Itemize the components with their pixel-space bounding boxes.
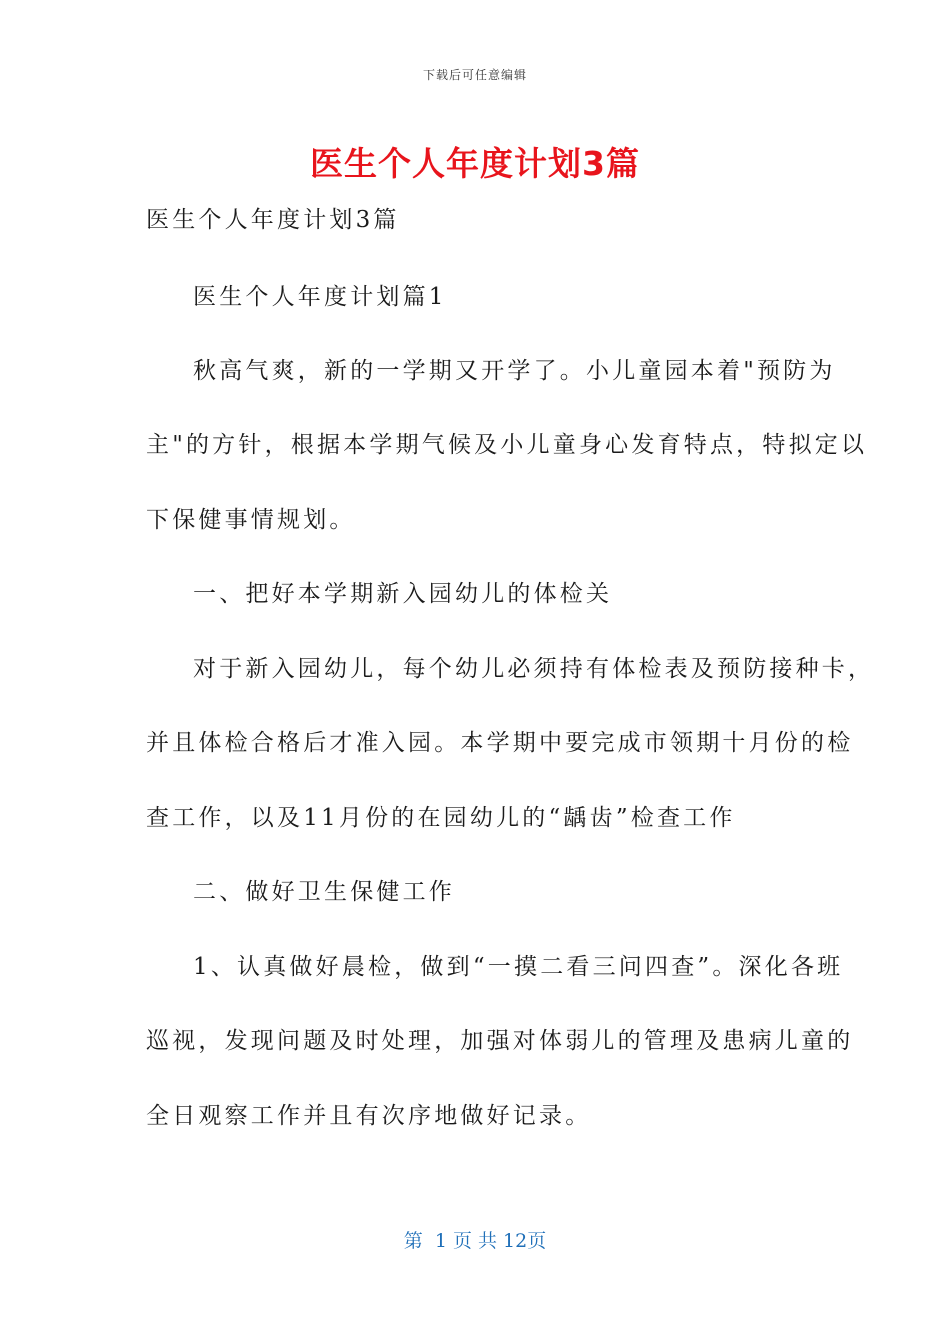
body-line: 查工作，以及11月份的在园幼儿的“龋齿”检查工作 [146,805,736,831]
body-line: 医生个人年度计划篇1 [193,284,447,310]
document-title: 医生个人年度计划3篇 [310,144,640,183]
body-line: 1、认真做好晨检，做到“一摸二看三问四查”。深化各班 [193,954,844,980]
body-line: 并且体检合格后才准入园。本学期中要完成市领期十月份的检 [146,730,854,756]
body-line: 巡视，发现问题及时处理，加强对体弱儿的管理及患病儿童的 [146,1028,854,1054]
body-line: 医生个人年度计划3篇 [146,207,400,233]
body-line: 下保健事情规划。 [146,507,356,533]
body-line: 对于新入园幼儿，每个幼儿必须持有体检表及预防接种卡， [193,656,875,682]
body-line: 秋高气爽，新的一学期又开学了。小儿童园本着"预防为 [193,358,836,384]
body-line: 全日观察工作并且有次序地做好记录。 [146,1103,592,1129]
page-number-footer: 第 1 页 共 12页 [403,1230,547,1252]
body-line: 主"的方针，根据本学期气候及小儿童身心发育特点，特拟定以 [146,432,868,458]
header-note: 下载后可任意编辑 [422,68,527,82]
body-line: 一、把好本学期新入园幼儿的体检关 [193,581,613,607]
body-line: 二、做好卫生保健工作 [193,879,455,905]
